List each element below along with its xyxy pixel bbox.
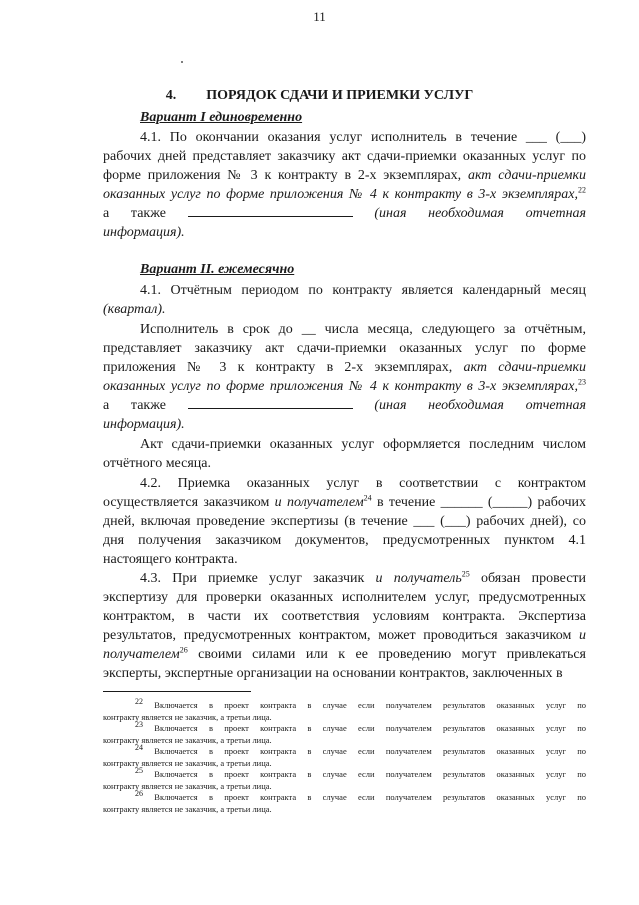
footnote-line: $^{23}$ Включается в проект контракта в случае если получателем результатов оказанных услуг по [135,720,587,733]
text-line: а также (иная необходимая отчетная [103,398,587,413]
fill-in-blank [188,408,353,409]
footnote-ref: 25 [461,569,470,579]
footnote-line: $^{25}$ Включается в проект контракта в случае если получателем результатов оказанных услуг по [135,766,587,779]
footnote-ref: 23 [578,377,586,387]
footnote-line: контракту является не заказчик, а третьи лица. [103,711,272,722]
text-line: эксперты, экспертные организации на основании контрактов, заключенных в [103,666,563,681]
footnote-line: $^{26}$ Включается в проект контракта в случае если получателем результатов оказанных услуг по [135,789,587,802]
text-line: 4.1. Отчётным периодом по контракту является календарный месяц [140,283,586,298]
footnote-line: $^{24}$ Включается в проект контракта в случае если получателем результатов оказанных услуг по [135,743,587,756]
text-line: дней, включая проведение экспертизы (в течение ___ (___) рабочих дней), со [103,514,586,529]
variant-1-title: Вариант I единовременно [140,110,303,125]
text-line: экспертизу для проверки оказанных исполнителем услуг, предусмотренных [103,590,586,605]
text-line: оказанных услуг по форме приложения № 4 к контракту в 3-х экземплярах,$^{23}$ [103,377,586,394]
text-line: настоящего контракта. [103,552,238,567]
text-line: рабочих дней представляет заказчику акт сдачи-приемки оказанных услуг по [103,149,586,164]
text-line: информация). [103,417,185,432]
text-line: 4.2. Приемка оказанных услуг в соответствии с контрактом [140,476,586,491]
footnote-ref: 24 [363,493,372,503]
text-line: Исполнитель в срок до __ числа месяца, следующего за отчётным, [140,322,586,337]
text-line: отчётного месяца. [103,456,211,471]
text-line: 4.3. При приемке услуг заказчик и получатель$^{25}$ обязан провести [140,569,587,586]
text-line: оказанных услуг по форме приложения № 4 к контракту в 3-х экземплярах,$^{22}$ [103,185,586,202]
footnote-23 [103,720,587,746]
footnote-line: контракту является не заказчик, а третьи лица. [103,734,272,745]
variant-2-clause-4-2 [103,474,586,569]
text-line: Акт сдачи-приемки оказанных услуг оформляется последним числом [140,437,586,452]
text-line: осуществляется заказчиком и получателем$^{24}$ в течение ______ (_____) рабочих [103,493,586,510]
scan-speck [181,61,183,63]
footnote-25 [103,766,587,792]
text-line: контрактом, в части их соответствия условиям контракта. Экспертиза [103,609,586,624]
text-line: представляет заказчику акт сдачи-приемки оказанных услуг по форме [103,341,586,356]
text-line: 4.1. По окончании оказания услуг исполнитель в течение ___ (___) [140,130,586,145]
footnote-22 [103,697,587,723]
footnote-line: контракту является не заказчик, а третьи лица. [103,780,272,791]
text-line: приложения № 3 к контракту в 2-х экземплярах, акт сдачи-приемки [103,360,586,375]
fill-in-blank [188,216,353,217]
text-line: а также (иная необходимая отчетная [103,206,587,221]
text-line: получателем$^{26}$ своими силами или к ее проведению могут привлекаться [103,645,586,662]
footnote-ref: 26 [179,645,188,655]
variant-2-clause-4-3 [103,569,586,683]
footnote-26 [103,789,587,815]
text-line: информация). [103,225,185,240]
footnote-line: $^{22}$ Включается в проект контракта в случае если получателем результатов оказанных услуг по [135,697,587,710]
variant-2-executor-paragraph [103,320,586,434]
section-heading [0,88,639,104]
footnote-separator [103,691,251,692]
text-line: результатов, предусмотренных контрактом, может проводиться заказчиком и [103,628,587,643]
section-title: ПОРЯДОК СДАЧИ И ПРИЕМКИ УСЛУГ [206,88,474,103]
page-number: 11 [313,9,326,24]
text-line: (квартал). [103,302,166,317]
footnote-line: контракту является не заказчик, а третьи лица. [103,803,272,814]
variant-2-title: Вариант II. ежемесячно [140,262,295,277]
variant-1-clause-4-1 [103,128,586,242]
footnote-24 [103,743,587,769]
section-number: 4. [165,88,177,103]
variant-2-act-paragraph [103,435,586,473]
footnote-line: контракту является не заказчик, а третьи лица. [103,757,272,768]
variant-2-clause-4-1 [103,281,586,319]
footnote-ref: 22 [578,185,586,195]
text-line: дня получения заказчиком документов, предусмотренных пунктом 4.1 [103,533,586,548]
text-line: форме приложения № 3 к контракту в 2-х экземплярах, акт сдачи-приемки [103,168,586,183]
